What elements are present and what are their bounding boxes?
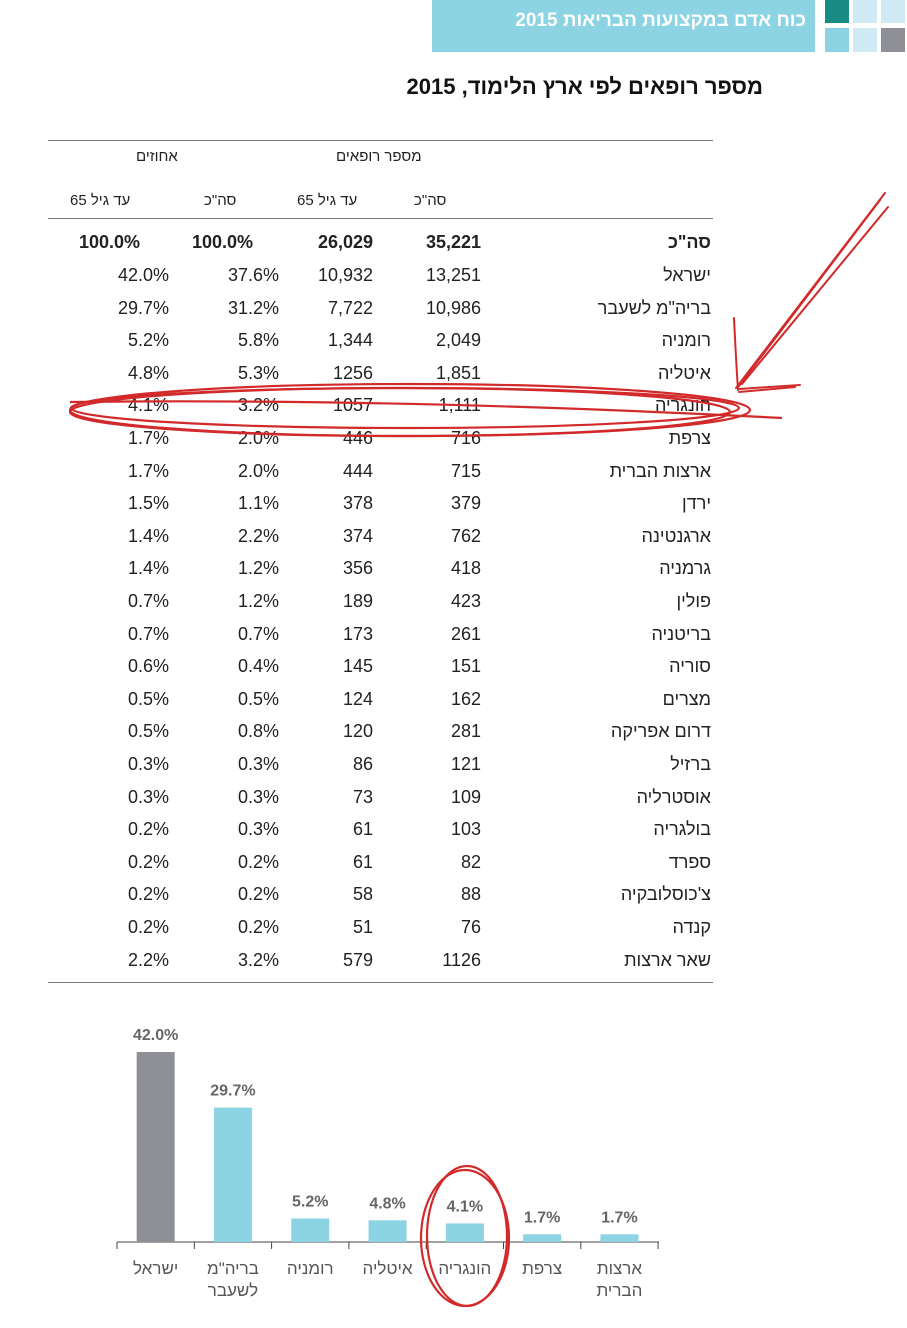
- row-pct-under65: 5.2%: [127, 330, 169, 351]
- row-pct-total: 0.8%: [237, 721, 279, 742]
- row-pct-total: 0.2%: [237, 917, 279, 937]
- row-total: 423: [450, 591, 481, 611]
- total-row-label: סה"כ: [667, 232, 711, 252]
- row-pct-under65: 0.3%: [127, 754, 169, 774]
- annotation-arrow: [734, 193, 888, 392]
- row-under65: 374: [342, 525, 373, 546]
- decor-square: [825, 28, 849, 52]
- row-pct-total: 0.4%: [237, 656, 279, 677]
- row-pct-under65: 0.2%: [127, 819, 169, 840]
- arrow-shaft: [742, 207, 888, 384]
- row-country: ברזיל: [670, 754, 711, 774]
- total-row-pct-under65: 100.0%: [78, 232, 140, 252]
- row-pct-under65: 0.7%: [127, 591, 169, 611]
- row-pct-under65: 1.7%: [127, 428, 169, 448]
- row-under65: 1,344: [327, 330, 373, 351]
- row-pct-under65: 0.2%: [127, 851, 169, 872]
- arrow-head: [739, 387, 795, 392]
- bar-value-label: 29.7%: [210, 1082, 256, 1100]
- x-tick-label: הברית: [596, 1281, 643, 1300]
- row-pct-total: 1.2%: [237, 558, 279, 579]
- arrow-shaft: [739, 200, 880, 386]
- row-country: ארגנטינה: [641, 525, 711, 546]
- row-under65: 444: [342, 460, 373, 481]
- row-under65: 61: [352, 851, 373, 872]
- row-pct-under65: 29.7%: [117, 297, 169, 318]
- row-pct-total: 1.2%: [237, 591, 279, 611]
- row-pct-total: 31.2%: [227, 297, 279, 318]
- column-header: סה"כ: [414, 192, 447, 209]
- row-under65: 173: [342, 623, 373, 644]
- hungary-row-ellipse: [71, 388, 739, 428]
- bar: [523, 1234, 561, 1242]
- row-under65: 1256: [332, 362, 373, 383]
- bar-value-label: 5.2%: [292, 1193, 329, 1211]
- hungary-row-ellipse: [70, 388, 730, 436]
- x-tick-label: ישראל: [133, 1259, 179, 1278]
- row-pct-under65: 0.2%: [127, 917, 169, 937]
- row-country: בולגריה: [653, 819, 711, 840]
- header-divider-rule: [48, 218, 713, 219]
- row-pct-total: 0.7%: [237, 623, 279, 644]
- row-total: 716: [450, 428, 481, 448]
- bar-value-label: 42.0%: [132, 1027, 179, 1044]
- row-country: דרום אפריקה: [610, 721, 711, 742]
- decor-square: [881, 0, 905, 23]
- row-country: ירדן: [682, 493, 711, 514]
- row-pct-under65: 1.7%: [127, 460, 169, 481]
- row-pct-total: 5.8%: [237, 330, 279, 351]
- row-under65: 356: [342, 558, 373, 579]
- table-bottom-rule: [48, 982, 713, 983]
- row-pct-under65: 1.4%: [127, 525, 169, 546]
- bar: [291, 1218, 329, 1242]
- row-under65: 61: [352, 819, 373, 840]
- row-pct-total: 0.3%: [237, 754, 279, 774]
- row-pct-total: 0.3%: [237, 786, 279, 807]
- row-under65: 120: [342, 721, 373, 742]
- bar-chart: [0, 1010, 907, 1328]
- row-total: 1126: [442, 949, 481, 970]
- row-total: 2,049: [435, 330, 481, 351]
- row-country: בריטניה: [651, 623, 711, 644]
- row-total: 82: [460, 851, 481, 872]
- decor-square: [853, 0, 877, 23]
- row-under65: 446: [342, 428, 373, 448]
- arrow-shaft: [736, 193, 885, 388]
- row-under65: 189: [342, 591, 373, 611]
- row-under65: 145: [342, 656, 373, 677]
- row-under65: 10,932: [317, 265, 373, 285]
- column-header: סה"כ: [204, 192, 237, 209]
- row-total: 76: [460, 917, 481, 937]
- row-under65: 1057: [332, 395, 373, 416]
- row-country: קנדה: [672, 917, 711, 937]
- x-tick-label: בריה"מ: [207, 1259, 259, 1278]
- bar: [214, 1108, 252, 1242]
- row-pct-under65: 4.1%: [127, 395, 169, 416]
- bar: [600, 1234, 638, 1242]
- total-row-pct-total: 100.0%: [191, 232, 253, 252]
- bar-value-label: 1.7%: [601, 1209, 638, 1227]
- arrow-head: [739, 385, 800, 389]
- row-under65: 58: [352, 884, 373, 905]
- row-total: 13,251: [425, 265, 481, 285]
- row-country: בריה"מ לשעבר: [597, 297, 711, 318]
- column-header: עד גיל 65: [297, 192, 358, 209]
- row-under65: 86: [352, 754, 373, 774]
- group-header-percent: אחוזים: [136, 148, 178, 165]
- row-pct-total: 0.2%: [237, 884, 279, 905]
- row-pct-total: 3.2%: [237, 949, 279, 970]
- row-pct-under65: 0.5%: [127, 721, 169, 742]
- row-pct-under65: 0.7%: [127, 623, 169, 644]
- x-tick-label: איטליה: [362, 1259, 413, 1278]
- decor-square: [853, 28, 877, 52]
- row-pct-total: 37.6%: [227, 265, 279, 285]
- x-tick-label: ארצות: [596, 1259, 643, 1278]
- x-tick-label: הונגריה: [438, 1259, 492, 1278]
- row-country: שאר ארצות: [624, 949, 711, 970]
- row-total: 715: [450, 460, 481, 481]
- row-total: 261: [450, 623, 481, 644]
- row-pct-total: 2.0%: [237, 460, 279, 481]
- page-title: מספר רופאים לפי ארץ הלימוד, 2015: [406, 74, 763, 99]
- row-pct-under65: 1.5%: [127, 493, 169, 514]
- row-pct-total: 2.0%: [237, 428, 279, 448]
- row-country: צ'כוסלובקיה: [620, 884, 711, 905]
- row-pct-total: 0.5%: [237, 688, 279, 709]
- row-under65: 51: [352, 917, 373, 937]
- row-country: פולין: [676, 591, 711, 611]
- header-title: כוח אדם במקצועות הבריאות 2015: [515, 10, 806, 31]
- x-tick-label: לשעבר: [207, 1281, 259, 1300]
- bar: [446, 1223, 484, 1242]
- row-under65: 378: [342, 493, 373, 514]
- hungary-row-ellipse: [70, 384, 750, 436]
- row-under65: 7,722: [327, 297, 373, 318]
- row-total: 109: [450, 786, 481, 807]
- row-pct-under65: 0.3%: [127, 786, 169, 807]
- row-pct-under65: 0.6%: [127, 656, 169, 677]
- row-total: 281: [450, 721, 481, 742]
- decor-square: [881, 28, 905, 52]
- decor-square: [825, 0, 849, 23]
- row-pct-total: 5.3%: [237, 362, 279, 383]
- row-country: אוסטרליה: [636, 786, 711, 807]
- row-pct-total: 1.1%: [237, 493, 279, 514]
- row-country: צרפת: [668, 428, 711, 448]
- row-pct-under65: 0.2%: [127, 884, 169, 905]
- row-country: ארצות הברית: [609, 460, 711, 481]
- row-under65: 124: [342, 688, 373, 709]
- total-row-total: 35,221: [425, 232, 481, 252]
- x-tick-label: צרפת: [522, 1259, 563, 1278]
- bar-value-label: 1.7%: [523, 1209, 561, 1227]
- row-total: 1,851: [435, 362, 481, 383]
- row-pct-total: 2.2%: [237, 525, 279, 546]
- column-header: עד גיל 65: [70, 192, 131, 209]
- row-total: 379: [450, 493, 481, 514]
- bar-value-label: 4.8%: [369, 1195, 406, 1213]
- row-pct-under65: 42.0%: [117, 265, 169, 285]
- row-total: 121: [450, 754, 481, 774]
- table-top-rule: [48, 140, 713, 141]
- row-under65: 73: [352, 786, 373, 807]
- x-tick-label: רומניה: [286, 1259, 334, 1278]
- row-total: 162: [450, 688, 481, 709]
- row-total: 418: [450, 558, 481, 579]
- row-country: ספרד: [668, 851, 711, 872]
- row-pct-under65: 4.8%: [127, 362, 169, 383]
- row-pct-under65: 0.5%: [127, 688, 169, 709]
- row-total: 151: [450, 656, 481, 677]
- row-country: הונגריה: [654, 395, 711, 416]
- row-total: 1,111: [438, 395, 481, 416]
- row-country: סוריה: [669, 656, 711, 677]
- row-total: 88: [460, 884, 481, 905]
- row-pct-under65: 1.4%: [127, 558, 169, 579]
- group-header-doctors: מספר רופאים: [336, 148, 422, 165]
- row-total: 762: [450, 525, 481, 546]
- row-pct-total: 0.2%: [237, 851, 279, 872]
- row-pct-total: 3.2%: [237, 395, 279, 416]
- row-total: 103: [450, 819, 481, 840]
- row-pct-total: 0.3%: [237, 819, 279, 840]
- total-row-under65: 26,029: [317, 232, 373, 252]
- bar: [137, 1052, 175, 1242]
- row-country: גרמניה: [659, 558, 711, 579]
- row-country: מצרים: [662, 688, 711, 709]
- row-country: ישראל: [663, 265, 711, 285]
- row-total: 10,986: [425, 297, 481, 318]
- row-country: איטליה: [658, 362, 711, 383]
- row-under65: 579: [342, 949, 373, 970]
- row-pct-under65: 2.2%: [127, 949, 169, 970]
- row-country: רומניה: [661, 330, 711, 351]
- bar-value-label: 4.1%: [446, 1198, 484, 1216]
- bar: [369, 1220, 407, 1242]
- arrow-head: [734, 318, 738, 390]
